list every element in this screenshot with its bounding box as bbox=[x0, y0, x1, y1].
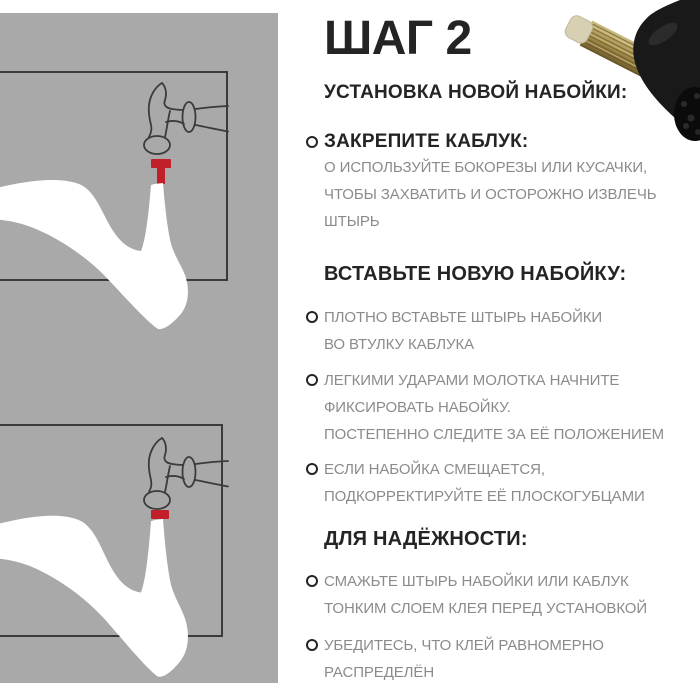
item-line: ТОНКИМ СЛОЕМ КЛЕЯ ПЕРЕД УСТАНОВКОЙ bbox=[324, 600, 648, 617]
hammer-icon bbox=[144, 438, 228, 509]
illustration-panel bbox=[0, 13, 278, 683]
item-line: ЛЕГКИМИ УДАРАМИ МОЛОТКА НАЧНИТЕ bbox=[324, 372, 620, 389]
bullet-ring-icon bbox=[306, 311, 318, 323]
step-title: ШАГ 2 bbox=[324, 12, 472, 65]
instructions-column bbox=[306, 0, 698, 686]
instruction-item-adjust bbox=[306, 456, 698, 510]
shoe-silhouette bbox=[0, 180, 188, 329]
bullet-ring-icon bbox=[306, 136, 318, 148]
heel-pin-marker bbox=[151, 159, 171, 184]
instruction-item-insert-pin bbox=[306, 304, 698, 358]
item-title: ЗАКРЕПИТЕ КАБЛУК: bbox=[324, 131, 529, 152]
instruction-item-check-glue bbox=[306, 632, 698, 686]
item-line: ПЛОТНО ВСТАВЬТЕ ШТЫРЬ НАБОЙКИ bbox=[324, 309, 603, 326]
hammer-icon bbox=[144, 83, 228, 154]
item-line: РАСПРЕДЕЛЁН bbox=[324, 664, 435, 681]
heel-tip-marker bbox=[151, 510, 169, 519]
item-line: ВО ВТУЛКУ КАБЛУКА bbox=[324, 336, 474, 353]
item-line: ПОСТЕПЕННО СЛЕДИТЕ ЗА ЕЁ ПОЛОЖЕНИЕМ bbox=[324, 426, 665, 443]
item-line: ФИКСИРОВАТЬ НАБОЙКУ. bbox=[324, 399, 511, 416]
item-line: ЧТОБЫ ЗАХВАТИТЬ И ОСТОРОЖНО ИЗВЛЕЧЬ bbox=[324, 186, 657, 203]
item-line: СМАЖЬТЕ ШТЫРЬ НАБОЙКИ ИЛИ КАБЛУК bbox=[324, 573, 629, 590]
install-subtitle: УСТАНОВКА НОВОЙ НАБОЙКИ: bbox=[324, 82, 628, 103]
bullet-ring-icon bbox=[306, 374, 318, 386]
illustration-hammer-pin-top bbox=[0, 58, 278, 350]
item-line: УБЕДИТЕСЬ, ЧТО КЛЕЙ РАВНОМЕРНО bbox=[324, 637, 604, 654]
bullet-ring-icon bbox=[306, 575, 318, 587]
item-line: ШТЫРЬ bbox=[324, 213, 380, 230]
instruction-item-glue bbox=[306, 568, 698, 622]
item-line: О ИСПОЛЬЗУЙТЕ БОКОРЕЗЫ ИЛИ КУСАЧКИ, bbox=[324, 159, 648, 176]
instruction-item-fix-heel bbox=[306, 130, 698, 235]
section-heading-insert: ВСТАВЬТЕ НОВУЮ НАБОЙКУ: bbox=[324, 263, 627, 285]
illustration-hammer-tip-bottom bbox=[0, 413, 278, 700]
bullet-ring-icon bbox=[306, 463, 318, 475]
item-line: ЕСЛИ НАБОЙКА СМЕЩАЕТСЯ, bbox=[324, 461, 545, 478]
item-line: ПОДКОРРЕКТИРУЙТЕ ЕЁ ПЛОСКОГУБЦАМИ bbox=[324, 488, 645, 505]
bullet-ring-icon bbox=[306, 639, 318, 651]
section-heading-reliability: ДЛЯ НАДЁЖНОСТИ: bbox=[324, 528, 528, 550]
shoe-silhouette bbox=[0, 516, 188, 677]
instruction-item-hammer bbox=[306, 367, 698, 448]
